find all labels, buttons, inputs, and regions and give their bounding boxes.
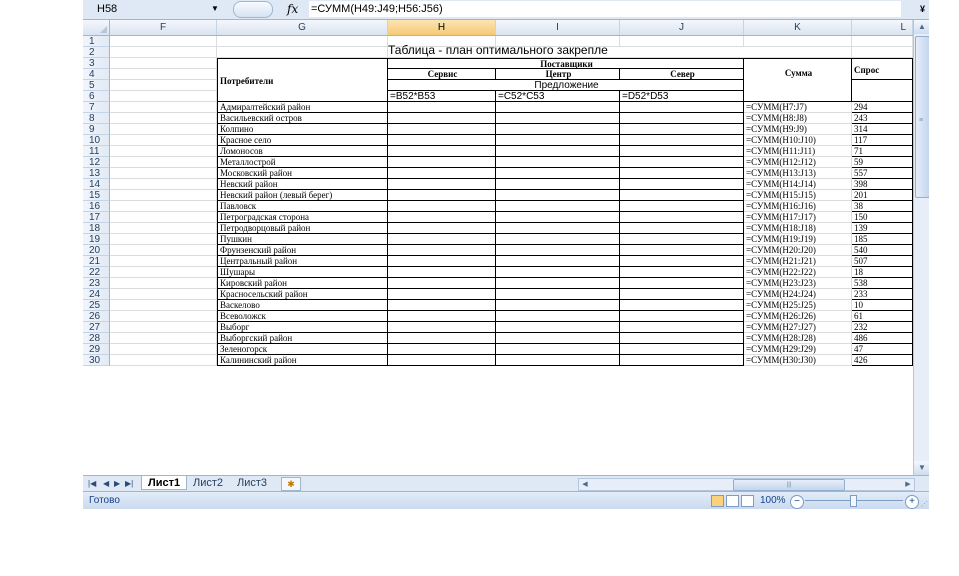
allocation-cell[interactable] xyxy=(388,113,496,124)
allocation-cell[interactable] xyxy=(620,190,744,201)
table-row xyxy=(83,146,913,157)
row-header[interactable]: 18 xyxy=(83,223,110,234)
sum-cell[interactable]: =СУММ(H26:J26) xyxy=(744,311,852,322)
allocation-cell[interactable] xyxy=(496,289,620,300)
allocation-cell[interactable] xyxy=(620,168,744,179)
cell[interactable] xyxy=(110,168,217,179)
row-header[interactable]: 12 xyxy=(83,157,110,168)
tab-sheet3[interactable]: Лист3 xyxy=(237,477,268,489)
cell[interactable] xyxy=(110,234,217,245)
allocation-cell[interactable] xyxy=(620,245,744,256)
scroll-up-icon[interactable]: ▲ xyxy=(914,20,929,34)
row-header[interactable]: 10 xyxy=(83,135,110,146)
sum-cell[interactable]: =СУММ(H17:J17) xyxy=(744,212,852,223)
allocation-cell[interactable] xyxy=(388,223,496,234)
table-row xyxy=(83,300,913,311)
cell[interactable] xyxy=(744,36,852,47)
sum-cell[interactable]: =СУММ(H14:J14) xyxy=(744,179,852,190)
demand-cell[interactable]: 59 xyxy=(852,157,913,168)
demand-cell[interactable]: 38 xyxy=(852,201,913,212)
table-row xyxy=(83,267,913,278)
sum-cell[interactable]: =СУММ(H18:J18) xyxy=(744,223,852,234)
name-box-dropdown-icon[interactable]: ▼ xyxy=(211,4,219,13)
cell[interactable] xyxy=(110,322,217,333)
row-header[interactable]: 21 xyxy=(83,256,110,267)
allocation-cell[interactable] xyxy=(620,124,744,135)
sum-cell[interactable]: =СУММ(H9:J9) xyxy=(744,124,852,135)
cell[interactable] xyxy=(110,300,217,311)
allocation-cell[interactable] xyxy=(496,355,620,366)
table-row xyxy=(83,234,913,245)
allocation-cell[interactable] xyxy=(620,157,744,168)
grip-icon: ≡ xyxy=(919,117,924,124)
allocation-cell[interactable] xyxy=(620,113,744,124)
consumer-name[interactable]: Невский район (левый берег) xyxy=(217,190,388,201)
demand-cell[interactable]: 233 xyxy=(852,289,913,300)
consumer-name[interactable]: Пушкин xyxy=(217,234,388,245)
demand-cell[interactable]: 18 xyxy=(852,267,913,278)
allocation-cell[interactable] xyxy=(620,322,744,333)
demand-cell[interactable]: 150 xyxy=(852,212,913,223)
cell[interactable] xyxy=(110,179,217,190)
cell[interactable] xyxy=(110,267,217,278)
demand-cell[interactable]: 232 xyxy=(852,322,913,333)
row-header[interactable]: 13 xyxy=(83,168,110,179)
table-row xyxy=(83,201,913,212)
last-sheet-icon[interactable]: ▶| xyxy=(125,479,134,488)
demand-cell[interactable]: 486 xyxy=(852,333,913,344)
sum-cell[interactable]: =СУММ(H30:J30) xyxy=(744,355,852,366)
allocation-cell[interactable] xyxy=(388,135,496,146)
row-header[interactable]: 8 xyxy=(83,113,110,124)
allocation-cell[interactable] xyxy=(496,168,620,179)
prev-sheet-icon[interactable]: ◀ xyxy=(103,479,110,488)
allocation-cell[interactable] xyxy=(496,344,620,355)
page-layout-view-icon[interactable] xyxy=(726,495,739,507)
demand-cell[interactable]: 71 xyxy=(852,146,913,157)
allocation-cell[interactable] xyxy=(496,267,620,278)
allocation-cell[interactable] xyxy=(496,300,620,311)
demand-cell[interactable]: 117 xyxy=(852,135,913,146)
allocation-cell[interactable] xyxy=(620,355,744,366)
cell[interactable] xyxy=(110,278,217,289)
column-header-l[interactable]: L xyxy=(852,20,913,35)
row-header[interactable]: 16 xyxy=(83,201,110,212)
table-row xyxy=(83,135,913,146)
consumer-name[interactable]: Павловск xyxy=(217,201,388,212)
table-row xyxy=(83,278,913,289)
expand-formula-bar-icon[interactable]: ¥ xyxy=(919,4,925,14)
consumer-name[interactable]: Московский район xyxy=(217,168,388,179)
table-row xyxy=(83,256,913,267)
suppliers-header[interactable]: Поставщики xyxy=(388,58,744,69)
consumer-name[interactable]: Красносельский район xyxy=(217,289,388,300)
sum-cell[interactable]: =СУММ(H20:J20) xyxy=(744,245,852,256)
demand-cell[interactable]: 557 xyxy=(852,168,913,179)
table-row xyxy=(83,289,913,300)
row-header[interactable]: 23 xyxy=(83,278,110,289)
sum-cell[interactable]: =СУММ(H29:J29) xyxy=(744,344,852,355)
consumer-name[interactable]: Всеволожск xyxy=(217,311,388,322)
allocation-cell[interactable] xyxy=(388,300,496,311)
allocation-cell[interactable] xyxy=(388,124,496,135)
sum-header[interactable]: Сумма xyxy=(744,58,852,102)
consumer-name[interactable]: Выборгский район xyxy=(217,333,388,344)
allocation-cell[interactable] xyxy=(496,212,620,223)
row-header[interactable]: 15 xyxy=(83,190,110,201)
column-headers xyxy=(83,20,913,36)
row-header[interactable]: 7 xyxy=(83,102,110,113)
cell[interactable] xyxy=(110,190,217,201)
cell[interactable] xyxy=(110,124,217,135)
allocation-cell[interactable] xyxy=(620,289,744,300)
formula-bar xyxy=(83,0,929,20)
allocation-cell[interactable] xyxy=(388,311,496,322)
allocation-cell[interactable] xyxy=(496,179,620,190)
demand-header[interactable]: Спрос xyxy=(852,58,913,80)
supplier-name[interactable]: Север xyxy=(620,69,744,80)
normal-view-icon[interactable] xyxy=(711,495,724,507)
cell[interactable] xyxy=(110,256,217,267)
sum-cell[interactable]: =СУММ(H23:J23) xyxy=(744,278,852,289)
demand-cell[interactable]: 201 xyxy=(852,190,913,201)
consumer-name[interactable]: Металлострой xyxy=(217,157,388,168)
insert-function-icon[interactable]: fx xyxy=(287,2,299,16)
consumer-name[interactable]: Кировский район xyxy=(217,278,388,289)
consumer-name[interactable]: Центральный район xyxy=(217,256,388,267)
consumer-name[interactable]: Васкелово xyxy=(217,300,388,311)
consumer-name[interactable]: Петроградская сторона xyxy=(217,212,388,223)
cell[interactable] xyxy=(217,47,388,58)
allocation-cell[interactable] xyxy=(620,300,744,311)
name-box[interactable]: H58 xyxy=(97,3,118,15)
column-header-g[interactable]: G xyxy=(217,20,388,35)
cell[interactable] xyxy=(110,355,217,366)
consumer-name[interactable]: Васильевский остров xyxy=(217,113,388,124)
column-header-k[interactable]: K xyxy=(744,20,852,35)
sum-cell[interactable]: =СУММ(H7:J7) xyxy=(744,102,852,113)
row-header[interactable]: 2 xyxy=(83,47,110,58)
row-header[interactable]: 27 xyxy=(83,322,110,333)
cell[interactable] xyxy=(110,223,217,234)
allocation-cell[interactable] xyxy=(620,212,744,223)
allocation-cell[interactable] xyxy=(620,278,744,289)
row-header[interactable]: 26 xyxy=(83,311,110,322)
cell[interactable] xyxy=(110,91,217,102)
sum-cell[interactable]: =СУММ(H19:J19) xyxy=(744,234,852,245)
sum-cell[interactable]: =СУММ(H12:J12) xyxy=(744,157,852,168)
scroll-thumb[interactable]: ||| xyxy=(733,479,845,491)
cell[interactable] xyxy=(110,113,217,124)
consumer-name[interactable]: Невский район xyxy=(217,179,388,190)
demand-cell[interactable]: 185 xyxy=(852,234,913,245)
cell[interactable] xyxy=(110,47,217,58)
allocation-cell[interactable] xyxy=(388,267,496,278)
demand-cell[interactable]: 426 xyxy=(852,355,913,366)
row-header[interactable]: 20 xyxy=(83,245,110,256)
demand-cell[interactable]: 47 xyxy=(852,344,913,355)
row-header[interactable]: 11 xyxy=(83,146,110,157)
row-header[interactable]: 19 xyxy=(83,234,110,245)
cell[interactable] xyxy=(110,201,217,212)
allocation-cell[interactable] xyxy=(620,333,744,344)
allocation-cell[interactable] xyxy=(388,102,496,113)
allocation-cell[interactable] xyxy=(388,179,496,190)
row-header[interactable]: 1 xyxy=(83,36,110,47)
row-header[interactable]: 3 xyxy=(83,58,110,69)
table-title: Таблица - план оптимального закрепле xyxy=(388,44,608,57)
sum-cell[interactable]: =СУММ(H21:J21) xyxy=(744,256,852,267)
consumer-name[interactable]: Адмиралтейский район xyxy=(217,102,388,113)
demand-cell[interactable]: 294 xyxy=(852,102,913,113)
consumers-header[interactable]: Потребители xyxy=(217,58,388,102)
allocation-cell[interactable] xyxy=(620,201,744,212)
row-header[interactable]: 9 xyxy=(83,124,110,135)
cell[interactable] xyxy=(620,36,744,47)
allocation-cell[interactable] xyxy=(496,124,620,135)
sum-cell[interactable]: =СУММ(H15:J15) xyxy=(744,190,852,201)
sum-cell[interactable]: =СУММ(H13:J13) xyxy=(744,168,852,179)
cell[interactable] xyxy=(852,36,913,47)
supplier-name[interactable]: Сервис xyxy=(388,69,496,80)
sum-cell[interactable]: =СУММ(H28:J28) xyxy=(744,333,852,344)
allocation-cell[interactable] xyxy=(388,190,496,201)
allocation-cell[interactable] xyxy=(388,201,496,212)
table-row xyxy=(83,179,913,190)
allocation-cell[interactable] xyxy=(496,245,620,256)
column-header-h[interactable]: H xyxy=(388,20,496,35)
row-header[interactable]: 17 xyxy=(83,212,110,223)
demand-cell[interactable]: 243 xyxy=(852,113,913,124)
table-row xyxy=(83,113,913,124)
cell[interactable] xyxy=(110,80,217,91)
consumer-name[interactable]: Красное село xyxy=(217,135,388,146)
column-header-j[interactable]: J xyxy=(620,20,744,35)
allocation-cell[interactable] xyxy=(620,344,744,355)
allocation-cell[interactable] xyxy=(620,223,744,234)
allocation-cell[interactable] xyxy=(620,102,744,113)
demand-cell[interactable]: 507 xyxy=(852,256,913,267)
tab-sheet1[interactable]: Лист1 xyxy=(141,476,187,490)
allocation-cell[interactable] xyxy=(388,212,496,223)
allocation-cell[interactable] xyxy=(388,322,496,333)
zoom-in-icon[interactable]: + xyxy=(905,495,919,509)
allocation-cell[interactable] xyxy=(496,333,620,344)
excel-window xyxy=(83,0,929,509)
consumer-name[interactable]: Зеленогорск xyxy=(217,344,388,355)
sum-cell[interactable]: =СУММ(H27:J27) xyxy=(744,322,852,333)
cell[interactable] xyxy=(110,333,217,344)
status-bar xyxy=(83,491,929,509)
cell[interactable] xyxy=(110,311,217,322)
sum-cell[interactable]: =СУММ(H25:J25) xyxy=(744,300,852,311)
row-header[interactable]: 6 xyxy=(83,91,110,102)
demand-cell[interactable]: 61 xyxy=(852,311,913,322)
cell[interactable] xyxy=(110,69,217,80)
cell[interactable] xyxy=(852,47,913,58)
table-row xyxy=(83,212,913,223)
cell[interactable] xyxy=(110,36,217,47)
allocation-cell[interactable] xyxy=(496,278,620,289)
row-header[interactable]: 28 xyxy=(83,333,110,344)
sum-cell[interactable]: =СУММ(H8:J8) xyxy=(744,113,852,124)
row-header[interactable]: 4 xyxy=(83,69,110,80)
cell[interactable] xyxy=(852,80,913,102)
next-sheet-icon[interactable]: ▶ xyxy=(114,479,121,488)
demand-cell[interactable]: 538 xyxy=(852,278,913,289)
cell[interactable] xyxy=(110,146,217,157)
table-row xyxy=(83,102,913,113)
allocation-cell[interactable] xyxy=(388,355,496,366)
row-header[interactable]: 14 xyxy=(83,179,110,190)
sum-cell[interactable]: =СУММ(H22:J22) xyxy=(744,267,852,278)
scroll-right-icon[interactable]: ▶ xyxy=(905,481,911,488)
page-break-view-icon[interactable] xyxy=(741,495,754,507)
consumer-name[interactable]: Шушары xyxy=(217,267,388,278)
zoom-slider-thumb[interactable] xyxy=(850,495,857,507)
scroll-left-icon[interactable]: ◀ xyxy=(582,481,588,488)
table-row xyxy=(83,168,913,179)
row-header[interactable]: 29 xyxy=(83,344,110,355)
demand-cell[interactable]: 314 xyxy=(852,124,913,135)
table-row xyxy=(83,311,913,322)
formula-input[interactable]: =СУММ(H49:J49;H56:J56) xyxy=(309,1,901,17)
allocation-cell[interactable] xyxy=(496,102,620,113)
table-row xyxy=(83,190,913,201)
row-header[interactable]: 5 xyxy=(83,80,110,91)
demand-cell[interactable]: 139 xyxy=(852,223,913,234)
table-row xyxy=(83,322,913,333)
table-row xyxy=(83,355,913,366)
scroll-thumb[interactable] xyxy=(915,36,929,198)
supply-formula[interactable]: =D52*D53 xyxy=(620,91,744,102)
table-row xyxy=(83,344,913,355)
allocation-cell[interactable] xyxy=(388,168,496,179)
allocation-cell[interactable] xyxy=(496,256,620,267)
allocation-cell[interactable] xyxy=(496,157,620,168)
allocation-cell[interactable] xyxy=(496,223,620,234)
allocation-cell[interactable] xyxy=(388,256,496,267)
table-row xyxy=(83,157,913,168)
supply-label[interactable]: Предложение xyxy=(388,80,744,91)
allocation-cell[interactable] xyxy=(388,245,496,256)
allocation-cell[interactable] xyxy=(388,289,496,300)
row-header[interactable]: 25 xyxy=(83,300,110,311)
zoom-level[interactable]: 100% xyxy=(760,495,786,506)
consumer-name[interactable]: Ломоносов xyxy=(217,146,388,157)
status-ready: Готово xyxy=(89,495,120,506)
consumer-name[interactable]: Выборг xyxy=(217,322,388,333)
select-all-icon xyxy=(100,26,107,33)
zoom-out-icon[interactable]: − xyxy=(790,495,804,509)
cell[interactable] xyxy=(110,289,217,300)
allocation-cell[interactable] xyxy=(388,278,496,289)
first-sheet-icon[interactable]: |◀ xyxy=(88,479,97,488)
allocation-cell[interactable] xyxy=(620,234,744,245)
tab-sheet2[interactable]: Лист2 xyxy=(193,477,224,489)
allocation-cell[interactable] xyxy=(388,157,496,168)
supply-formula[interactable]: =B52*B53 xyxy=(388,91,496,102)
cell[interactable] xyxy=(110,102,217,113)
consumer-name[interactable]: Фрунзенский район xyxy=(217,245,388,256)
table-row xyxy=(83,223,913,234)
horizontal-scrollbar[interactable] xyxy=(578,478,915,491)
sum-cell[interactable]: =СУММ(H16:J16) xyxy=(744,201,852,212)
demand-cell[interactable]: 10 xyxy=(852,300,913,311)
allocation-cell[interactable] xyxy=(620,256,744,267)
allocation-cell[interactable] xyxy=(496,113,620,124)
table-row xyxy=(83,124,913,135)
row-header[interactable]: 24 xyxy=(83,289,110,300)
sheet-tab-bar xyxy=(83,475,929,491)
allocation-cell[interactable] xyxy=(388,234,496,245)
cell[interactable] xyxy=(217,36,388,47)
demand-cell[interactable]: 398 xyxy=(852,179,913,190)
demand-cell[interactable]: 540 xyxy=(852,245,913,256)
allocation-cell[interactable] xyxy=(388,333,496,344)
cell[interactable] xyxy=(744,47,852,58)
sum-cell[interactable]: =СУММ(H10:J10) xyxy=(744,135,852,146)
allocation-cell[interactable] xyxy=(496,311,620,322)
cell[interactable] xyxy=(110,245,217,256)
allocation-cell[interactable] xyxy=(496,201,620,212)
allocation-cell[interactable] xyxy=(620,179,744,190)
allocation-cell[interactable] xyxy=(496,322,620,333)
row-header[interactable]: 30 xyxy=(83,355,110,366)
allocation-cell[interactable] xyxy=(496,190,620,201)
resize-grip-icon[interactable]: ⋰ xyxy=(921,501,928,508)
consumer-name[interactable]: Петродворцовый район xyxy=(217,223,388,234)
supplier-name[interactable]: Центр xyxy=(496,69,620,80)
allocation-cell[interactable] xyxy=(496,135,620,146)
select-all-corner[interactable] xyxy=(83,20,110,35)
cell[interactable] xyxy=(110,58,217,69)
row-header[interactable]: 22 xyxy=(83,267,110,278)
allocation-cell[interactable] xyxy=(620,267,744,278)
vertical-scrollbar[interactable] xyxy=(913,20,929,475)
allocation-cell[interactable] xyxy=(388,146,496,157)
allocation-cell[interactable] xyxy=(388,344,496,355)
formula-buttons[interactable] xyxy=(233,1,273,18)
scroll-down-icon[interactable]: ▼ xyxy=(914,461,929,475)
consumer-name[interactable]: Колпино xyxy=(217,124,388,135)
supply-formula[interactable]: =C52*C53 xyxy=(496,91,620,102)
cell[interactable] xyxy=(110,135,217,146)
cell[interactable] xyxy=(110,157,217,168)
allocation-cell[interactable] xyxy=(620,311,744,322)
sum-cell[interactable]: =СУММ(H11:J11) xyxy=(744,146,852,157)
allocation-cell[interactable] xyxy=(620,146,744,157)
sum-cell[interactable]: =СУММ(H24:J24) xyxy=(744,289,852,300)
allocation-cell[interactable] xyxy=(620,135,744,146)
allocation-cell[interactable] xyxy=(496,234,620,245)
insert-sheet-icon[interactable]: ✱ xyxy=(281,477,301,491)
table-row xyxy=(83,245,913,256)
allocation-cell[interactable] xyxy=(496,146,620,157)
cell[interactable] xyxy=(110,212,217,223)
column-header-i[interactable]: I xyxy=(496,20,620,35)
column-header-f[interactable]: F xyxy=(110,20,217,35)
table-row xyxy=(83,333,913,344)
consumer-name[interactable]: Калининский район xyxy=(217,355,388,366)
cell[interactable] xyxy=(110,344,217,355)
